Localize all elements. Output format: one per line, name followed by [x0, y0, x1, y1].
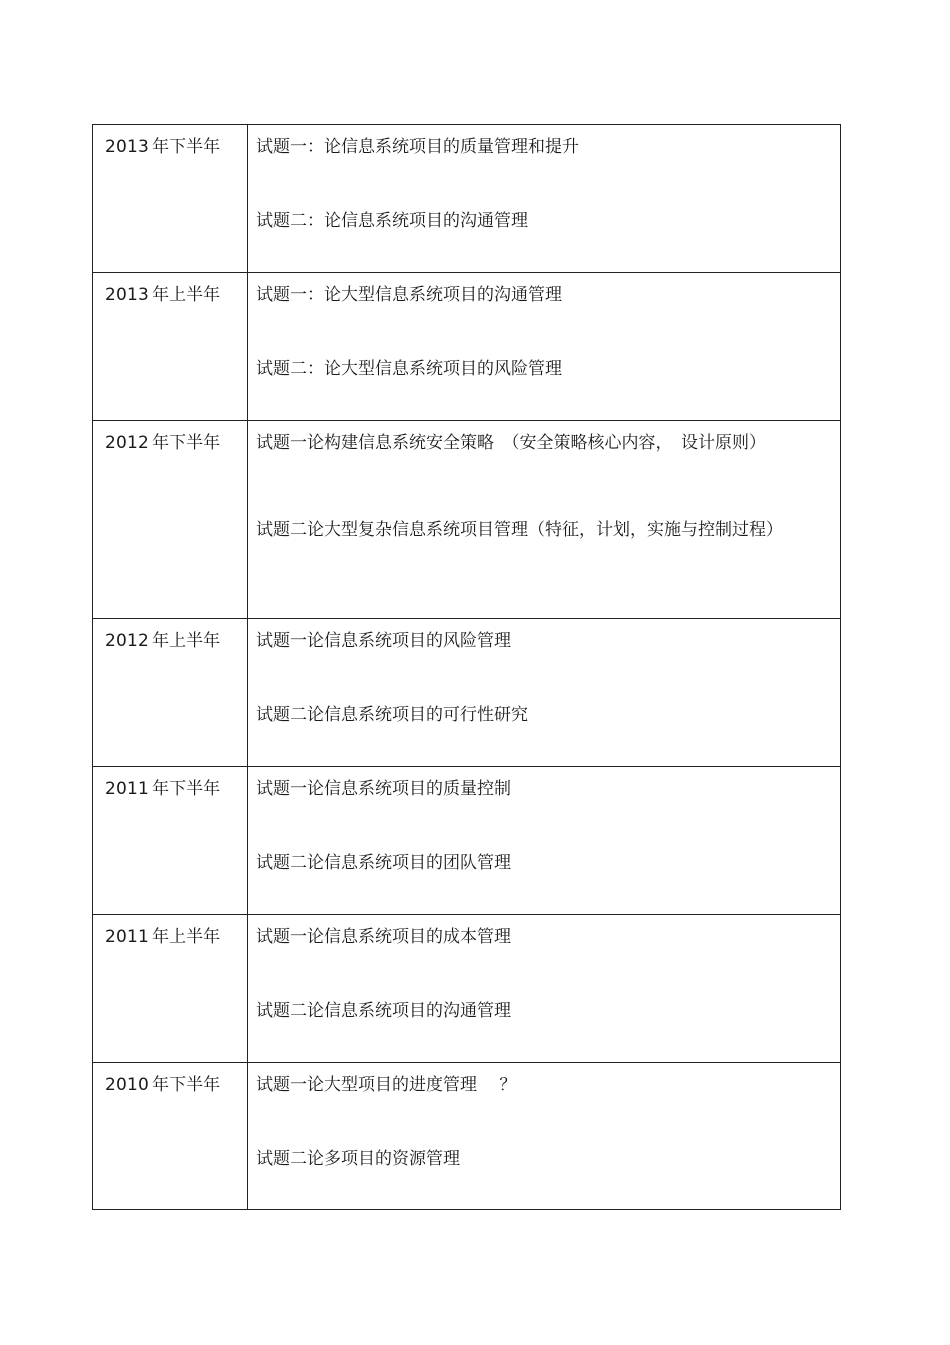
period-cell	[93, 421, 248, 619]
period-half: 年下半年	[152, 433, 221, 453]
table-row	[93, 273, 841, 421]
topic-one: 试题一论信息系统项目的风险管理	[256, 631, 511, 651]
period-half: 年上半年	[152, 285, 221, 305]
period-year: 2011	[105, 779, 150, 799]
topics-cell	[248, 619, 841, 767]
period-year: 2010	[105, 1075, 150, 1095]
table-row	[93, 421, 841, 619]
topic-two: 试题二论信息系统项目的团队管理	[256, 853, 511, 873]
period-cell	[93, 1063, 248, 1210]
topics-cell	[248, 915, 841, 1063]
table-row	[93, 1063, 841, 1210]
period-year: 2012	[105, 631, 150, 651]
table-row	[93, 767, 841, 915]
period-cell	[93, 619, 248, 767]
period-half: 年上半年	[152, 631, 221, 651]
topic-one: 试题一论信息系统项目的质量控制	[256, 779, 511, 799]
table-row	[93, 619, 841, 767]
table-row	[93, 915, 841, 1063]
period-cell	[93, 125, 248, 273]
topic-one: 试题一：论大型信息系统项目的沟通管理	[256, 285, 562, 305]
topic-one: 试题一论信息系统项目的成本管理	[256, 927, 511, 947]
topics-cell	[248, 125, 841, 273]
topic-two: 试题二：论信息系统项目的沟通管理	[256, 211, 528, 231]
topic-two: 试题二：论大型信息系统项目的风险管理	[256, 359, 562, 379]
topics-cell	[248, 767, 841, 915]
period-year: 2012	[105, 433, 150, 453]
topic-two: 试题二论多项目的资源管理	[256, 1149, 460, 1169]
period-half: 年下半年	[152, 137, 221, 157]
topics-cell	[248, 421, 841, 619]
period-half: 年下半年	[152, 779, 221, 799]
exam-topics-table	[92, 124, 841, 1210]
period-half: 年下半年	[152, 1075, 221, 1095]
topic-one: 试题一：论信息系统项目的质量管理和提升	[256, 137, 579, 157]
topics-cell	[248, 1063, 841, 1210]
period-year: 2013	[105, 285, 150, 305]
period-year: 2011	[105, 927, 150, 947]
topic-two: 试题二论大型复杂信息系统项目管理（特征，计划，实施与控制过程）	[256, 520, 783, 540]
topic-two: 试题二论信息系统项目的沟通管理	[256, 1001, 511, 1021]
table-row	[93, 125, 841, 273]
period-year: 2013	[105, 137, 150, 157]
topic-two: 试题二论信息系统项目的可行性研究	[256, 705, 528, 725]
period-cell	[93, 915, 248, 1063]
topic-one: 试题一论大型项目的进度管理 ？	[256, 1075, 517, 1095]
topic-one: 试题一论构建信息系统安全策略 （安全策略核心内容， 设计原则）	[256, 433, 766, 453]
topics-cell	[248, 273, 841, 421]
period-half: 年上半年	[152, 927, 221, 947]
period-cell	[93, 767, 248, 915]
period-cell	[93, 273, 248, 421]
